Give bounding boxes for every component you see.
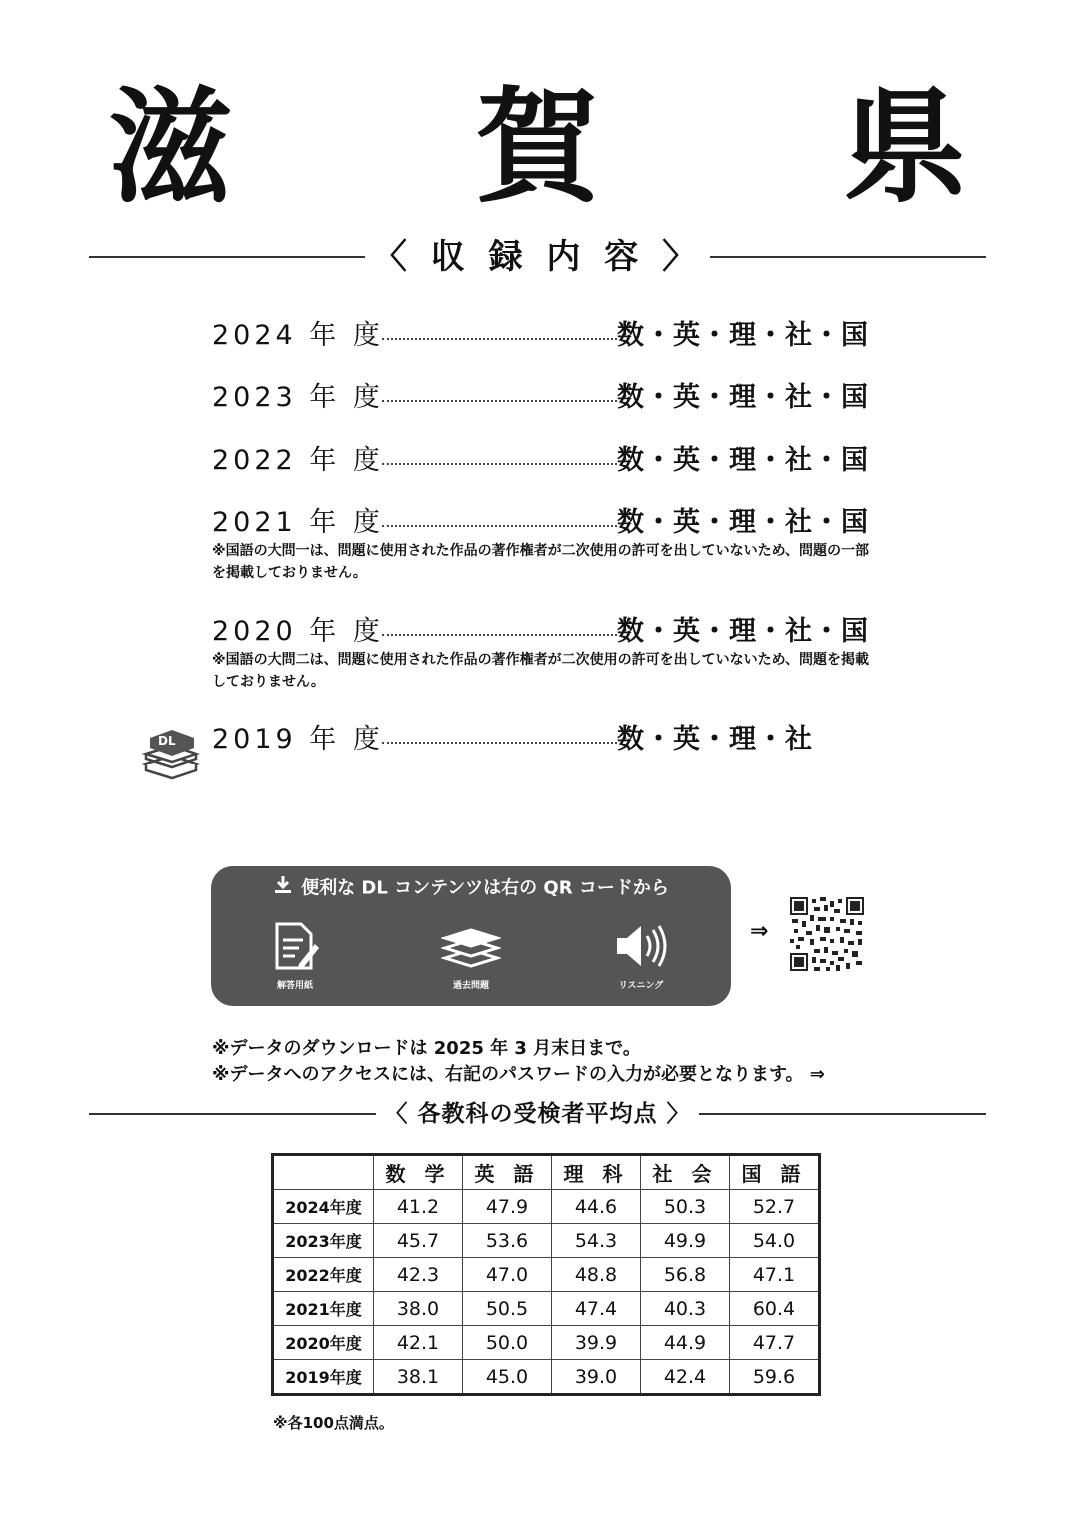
score-cell: 39.9	[552, 1326, 641, 1360]
score-cell: 50.0	[463, 1326, 552, 1360]
speaker-icon	[611, 957, 671, 976]
year-cell: 2020年度	[273, 1326, 374, 1360]
download-notes	[212, 1036, 825, 1088]
entry-2020-note: ※国語の大問二は、問題に使用された作品の著作権者が二次使用の許可を出していないため、問題を掲載しておりません。	[212, 652, 870, 690]
score-cell: 47.9	[463, 1190, 552, 1224]
dl-contents-box	[211, 866, 731, 1006]
score-cell: 56.8	[641, 1258, 730, 1292]
entry-year: 2024 年 度	[212, 320, 384, 351]
entry-2022	[212, 441, 872, 481]
header-cell	[273, 1155, 374, 1190]
dl-heading: 便利な DL コンテンツは右の QR コードから	[301, 877, 669, 899]
average-heading: 〈 各教科の受検者平均点 〉	[376, 1101, 698, 1127]
year-cell: 2021年度	[273, 1292, 374, 1326]
page-title: 滋 賀 県	[108, 76, 1067, 220]
score-cell: 42.1	[374, 1326, 463, 1360]
entry-subjects: 数・英・理・社・国	[617, 445, 869, 476]
year-cell: 2023年度	[273, 1224, 374, 1258]
books-icon	[441, 957, 501, 976]
score-cell: 60.4	[730, 1292, 820, 1326]
header-cell: 国 語	[730, 1155, 820, 1190]
entry-subjects: 数・英・理・社	[617, 724, 813, 755]
header-cell: 社 会	[641, 1155, 730, 1190]
note-download-deadline: ※データのダウンロードは 2025 年 3 月末日まで。	[212, 1038, 641, 1059]
dl-item-label: 過去問題	[452, 981, 489, 991]
entry-2021	[212, 503, 872, 543]
table-row	[273, 1360, 820, 1395]
dot-leader	[382, 742, 617, 744]
header-cell: 数 学	[374, 1155, 463, 1190]
score-cell: 42.3	[374, 1258, 463, 1292]
score-cell: 50.5	[463, 1292, 552, 1326]
contents-heading: 〈 収 録 内 容 〉	[365, 237, 710, 277]
average-score-table	[271, 1153, 821, 1396]
year-cell: 2024年度	[273, 1190, 374, 1224]
table-header-row	[273, 1155, 820, 1190]
score-cell: 45.7	[374, 1224, 463, 1258]
dl-heading-wrap	[211, 874, 731, 903]
dot-leader	[382, 634, 617, 636]
table-row	[273, 1258, 820, 1292]
contents-heading-wrap	[0, 237, 1075, 277]
entry-2021-note: ※国語の大問一は、問題に使用された作品の著作権者が二次使用の許可を出していないため、問題の一部を掲載しておりません。	[212, 543, 870, 581]
average-heading-wrap	[0, 1099, 1075, 1129]
score-cell: 44.9	[641, 1326, 730, 1360]
score-cell: 40.3	[641, 1292, 730, 1326]
score-cell: 45.0	[463, 1360, 552, 1395]
score-cell: 47.4	[552, 1292, 641, 1326]
dot-leader	[382, 338, 617, 340]
table-row	[273, 1190, 820, 1224]
entry-2019	[212, 720, 872, 760]
entry-subjects: 数・英・理・社・国	[617, 507, 869, 538]
dot-leader	[382, 525, 617, 527]
dl-badge-label: DL	[158, 734, 176, 748]
entry-year: 2020 年 度	[212, 616, 384, 647]
dot-leader	[382, 463, 617, 465]
entry-year: 2023 年 度	[212, 382, 384, 413]
note-password: ※データへのアクセスには、右記のパスワードの入力が必要となります。 ⇒	[212, 1064, 825, 1085]
score-cell: 47.7	[730, 1326, 820, 1360]
score-cell: 42.4	[641, 1360, 730, 1395]
qr-arrow: ⇒	[750, 919, 769, 944]
score-cell: 54.3	[552, 1224, 641, 1258]
score-cell: 38.1	[374, 1360, 463, 1395]
entry-2020	[212, 612, 872, 652]
dl-item-answer-sheet[interactable]	[235, 920, 355, 991]
download-icon	[273, 874, 293, 903]
entry-year: 2021 年 度	[212, 507, 384, 538]
score-cell: 50.3	[641, 1190, 730, 1224]
score-cell: 54.0	[730, 1224, 820, 1258]
score-cell: 48.8	[552, 1258, 641, 1292]
year-cell: 2019年度	[273, 1360, 374, 1395]
header-cell: 理 科	[552, 1155, 641, 1190]
dl-item-past-exams[interactable]	[411, 920, 531, 991]
score-cell: 44.6	[552, 1190, 641, 1224]
entry-year: 2019 年 度	[212, 724, 384, 755]
entry-2023	[212, 378, 872, 418]
entry-year: 2022 年 度	[212, 445, 384, 476]
entry-2024	[212, 316, 872, 356]
dl-item-listening[interactable]	[581, 920, 701, 991]
dl-item-label: 解答用紙	[276, 981, 313, 991]
answer-sheet-icon	[269, 957, 321, 976]
table-row	[273, 1326, 820, 1360]
table-row	[273, 1292, 820, 1326]
header-cell: 英 語	[463, 1155, 552, 1190]
dl-item-label: リスニング	[618, 981, 664, 991]
score-cell: 49.9	[641, 1224, 730, 1258]
qr-code[interactable]	[790, 897, 864, 971]
score-cell: 47.1	[730, 1258, 820, 1292]
dl-books-icon	[142, 728, 200, 780]
entry-subjects: 数・英・理・社・国	[617, 320, 869, 351]
score-cell: 38.0	[374, 1292, 463, 1326]
score-cell: 41.2	[374, 1190, 463, 1224]
table-footnote: ※各100点満点。	[273, 1414, 394, 1432]
entry-subjects: 数・英・理・社・国	[617, 616, 869, 647]
score-cell: 39.0	[552, 1360, 641, 1395]
entry-subjects: 数・英・理・社・国	[617, 382, 869, 413]
score-cell: 53.6	[463, 1224, 552, 1258]
score-cell: 47.0	[463, 1258, 552, 1292]
dot-leader	[382, 400, 617, 402]
score-cell: 52.7	[730, 1190, 820, 1224]
table-row	[273, 1224, 820, 1258]
score-cell: 59.6	[730, 1360, 820, 1395]
year-cell: 2022年度	[273, 1258, 374, 1292]
